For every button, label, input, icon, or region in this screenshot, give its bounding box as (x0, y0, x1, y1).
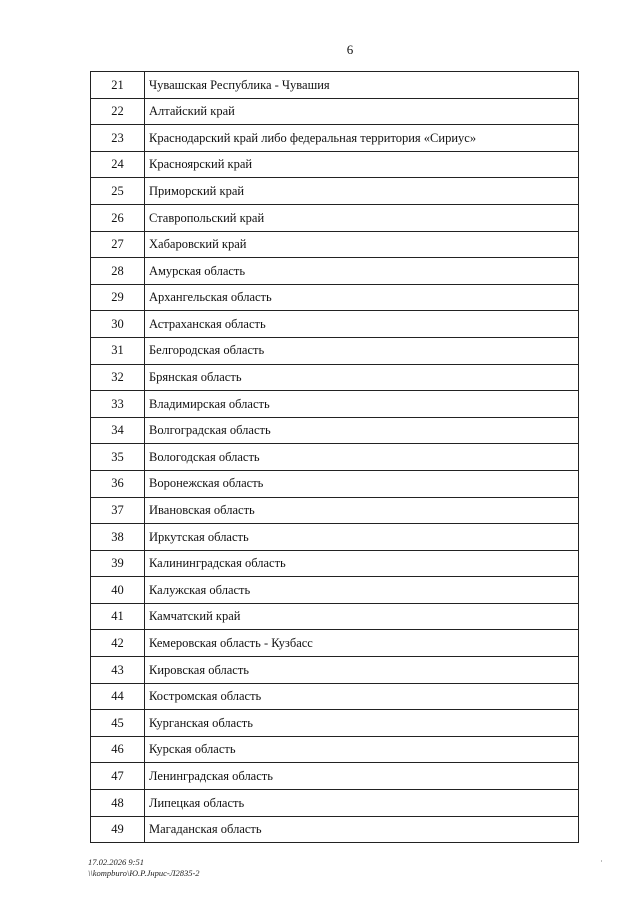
table-row (91, 231, 579, 258)
row-number: 37 (91, 497, 145, 524)
table-row (91, 524, 579, 551)
table-row (91, 311, 579, 338)
row-number: 43 (91, 657, 145, 684)
row-number: 32 (91, 364, 145, 391)
row-number: 31 (91, 337, 145, 364)
region-name: Костромская область (145, 683, 579, 710)
region-name: Амурская область (145, 258, 579, 285)
row-number: 34 (91, 417, 145, 444)
table-row (91, 736, 579, 763)
row-number: 27 (91, 231, 145, 258)
table-row (91, 497, 579, 524)
row-number: 45 (91, 710, 145, 737)
region-name: Белгородская область (145, 337, 579, 364)
table-row (91, 763, 579, 790)
region-name: Ленинградская область (145, 763, 579, 790)
table-row (91, 98, 579, 125)
table-row (91, 284, 579, 311)
regions-table (90, 71, 579, 843)
region-name: Владимирская область (145, 391, 579, 418)
row-number: 44 (91, 683, 145, 710)
table-row (91, 577, 579, 604)
table-row (91, 657, 579, 684)
region-name: Воронежская область (145, 470, 579, 497)
footer-stamp (88, 857, 200, 878)
scan-speck (601, 860, 602, 862)
row-number: 29 (91, 284, 145, 311)
row-number: 49 (91, 816, 145, 843)
table-row (91, 258, 579, 285)
region-name: Вологодская область (145, 444, 579, 471)
region-name: Брянская область (145, 364, 579, 391)
row-number: 25 (91, 178, 145, 205)
table-row (91, 364, 579, 391)
table-row (91, 417, 579, 444)
region-name: Иркутская область (145, 524, 579, 551)
region-name: Волгоградская область (145, 417, 579, 444)
region-name: Ставропольский край (145, 204, 579, 231)
region-name: Липецкая область (145, 790, 579, 817)
row-number: 26 (91, 204, 145, 231)
region-name: Калининградская область (145, 550, 579, 577)
table-row (91, 630, 579, 657)
region-name: Камчатский край (145, 603, 579, 630)
region-name: Калужская область (145, 577, 579, 604)
row-number: 22 (91, 98, 145, 125)
row-number: 23 (91, 125, 145, 152)
row-number: 47 (91, 763, 145, 790)
row-number: 35 (91, 444, 145, 471)
table-row (91, 790, 579, 817)
row-number: 46 (91, 736, 145, 763)
row-number: 41 (91, 603, 145, 630)
region-name: Кировская область (145, 657, 579, 684)
row-number: 33 (91, 391, 145, 418)
region-name: Архангельская область (145, 284, 579, 311)
region-name: Чувашская Республика - Чувашия (145, 72, 579, 99)
region-name: Красноярский край (145, 151, 579, 178)
table-row (91, 444, 579, 471)
table-row (91, 151, 579, 178)
region-name: Магаданская область (145, 816, 579, 843)
row-number: 36 (91, 470, 145, 497)
row-number: 42 (91, 630, 145, 657)
row-number: 30 (91, 311, 145, 338)
region-name: Краснодарский край либо федеральная территория «Сириус» (145, 125, 579, 152)
table-row (91, 603, 579, 630)
table-row (91, 710, 579, 737)
table-row (91, 816, 579, 843)
table-row (91, 391, 579, 418)
table-row (91, 125, 579, 152)
table-row (91, 683, 579, 710)
region-name: Приморский край (145, 178, 579, 205)
row-number: 21 (91, 72, 145, 99)
footer-timestamp: 17.02.2026 9:51 (88, 857, 144, 867)
footer-file-path: \\kompburo\Ю.Р.Jнрис-Л2835-2 (88, 867, 200, 878)
regions-table-body (91, 72, 579, 843)
row-number: 39 (91, 550, 145, 577)
row-number: 38 (91, 524, 145, 551)
row-number: 28 (91, 258, 145, 285)
region-name: Алтайский край (145, 98, 579, 125)
region-name: Ивановская область (145, 497, 579, 524)
region-name: Курская область (145, 736, 579, 763)
row-number: 24 (91, 151, 145, 178)
table-row (91, 72, 579, 99)
table-row (91, 550, 579, 577)
page-number: 6 (346, 42, 354, 57)
region-name: Курганская область (145, 710, 579, 737)
region-name: Хабаровский край (145, 231, 579, 258)
row-number: 48 (91, 790, 145, 817)
table-row (91, 470, 579, 497)
table-row (91, 204, 579, 231)
table-row (91, 178, 579, 205)
row-number: 40 (91, 577, 145, 604)
table-row (91, 337, 579, 364)
region-name: Астраханская область (145, 311, 579, 338)
region-name: Кемеровская область - Кузбасс (145, 630, 579, 657)
